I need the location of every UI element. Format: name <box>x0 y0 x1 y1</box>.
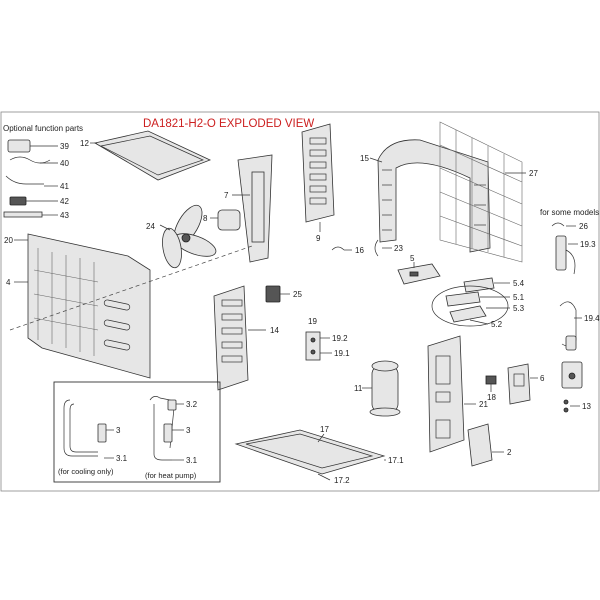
optional-parts-heading: Optional function parts <box>3 124 84 133</box>
terminal-18 <box>486 376 496 402</box>
svg-text:23: 23 <box>394 244 403 253</box>
svg-text:26: 26 <box>579 222 588 231</box>
optional-part-39 <box>8 140 69 152</box>
svg-text:41: 41 <box>60 182 69 191</box>
svg-text:3: 3 <box>116 426 121 435</box>
pcb-5-4 <box>464 278 525 292</box>
svg-text:17: 17 <box>320 425 329 434</box>
svg-text:19: 19 <box>308 317 317 326</box>
diagram-title: DA1821-H2-O EXPLODED VIEW <box>143 118 315 130</box>
electric-group-5 <box>432 286 525 329</box>
svg-text:43: 43 <box>60 211 69 220</box>
svg-text:3: 3 <box>186 426 191 435</box>
svg-text:19.4: 19.4 <box>584 314 600 323</box>
svg-text:19.2: 19.2 <box>332 334 348 343</box>
svg-text:8: 8 <box>203 214 208 223</box>
svg-text:11: 11 <box>354 384 363 393</box>
svg-text:27: 27 <box>529 169 538 178</box>
svg-text:3.1: 3.1 <box>186 456 198 465</box>
svg-text:25: 25 <box>293 290 302 299</box>
optional-part-43 <box>4 211 69 220</box>
svg-text:20: 20 <box>4 236 13 245</box>
svg-text:6: 6 <box>540 374 545 383</box>
bracket-13 <box>562 362 591 412</box>
fan-motor-8 <box>203 210 240 230</box>
svg-text:5.1: 5.1 <box>513 293 525 302</box>
svg-text:21: 21 <box>479 400 488 409</box>
svg-text:15: 15 <box>360 154 369 163</box>
svg-text:16: 16 <box>355 246 364 255</box>
valve-inset-box <box>54 382 220 482</box>
cooling-only-note: (for cooling only) <box>58 467 114 476</box>
compressor-11 <box>354 361 400 416</box>
svg-text:13: 13 <box>582 402 591 411</box>
cooling-valve-assembly <box>58 400 128 476</box>
condenser-coil-15 <box>360 140 490 252</box>
svg-text:14: 14 <box>270 326 279 335</box>
heat-pump-note: (for heat pump) <box>145 471 197 480</box>
svg-text:40: 40 <box>60 159 69 168</box>
heatpump-valve-assembly <box>145 396 198 480</box>
valve-plate-19 <box>306 317 350 360</box>
base-pan-17 <box>236 425 404 485</box>
motor-bracket-7 <box>224 155 272 262</box>
svg-text:5.3: 5.3 <box>513 304 525 313</box>
valve-cover-2 <box>468 424 512 466</box>
fan-blade-24 <box>146 201 219 269</box>
svg-text:19.1: 19.1 <box>334 349 350 358</box>
svg-text:9: 9 <box>316 234 321 243</box>
svg-text:39: 39 <box>60 142 69 151</box>
partition-panel-9 <box>302 124 334 243</box>
svg-text:17.2: 17.2 <box>334 476 350 485</box>
svg-text:5: 5 <box>410 254 415 263</box>
svg-text:12: 12 <box>80 139 89 148</box>
svg-text:3.1: 3.1 <box>116 454 128 463</box>
svg-text:5.2: 5.2 <box>491 320 503 329</box>
svg-text:7: 7 <box>224 191 229 200</box>
svg-text:3.2: 3.2 <box>186 400 198 409</box>
top-cover-12 <box>80 131 210 180</box>
handle-6 <box>508 364 545 404</box>
svg-text:4: 4 <box>6 278 11 287</box>
svg-text:2: 2 <box>507 448 512 457</box>
optional-part-42 <box>10 197 69 206</box>
part-16 <box>332 246 364 255</box>
svg-text:42: 42 <box>60 197 69 206</box>
capacitor-25 <box>266 286 302 302</box>
svg-text:17.1: 17.1 <box>388 456 404 465</box>
svg-text:5.4: 5.4 <box>513 279 525 288</box>
svg-text:18: 18 <box>487 393 496 402</box>
optional-part-41 <box>6 176 69 191</box>
part-23 <box>375 240 403 256</box>
svg-text:24: 24 <box>146 222 155 231</box>
valve-19-4 <box>560 302 600 350</box>
some-models-heading: for some models <box>540 208 600 217</box>
part-26 <box>552 222 588 231</box>
svg-text:19.3: 19.3 <box>580 240 596 249</box>
electric-box-5 <box>398 254 440 284</box>
optional-part-40 <box>10 157 69 168</box>
front-panel-20 <box>4 234 150 378</box>
valve-19-3 <box>556 236 596 274</box>
